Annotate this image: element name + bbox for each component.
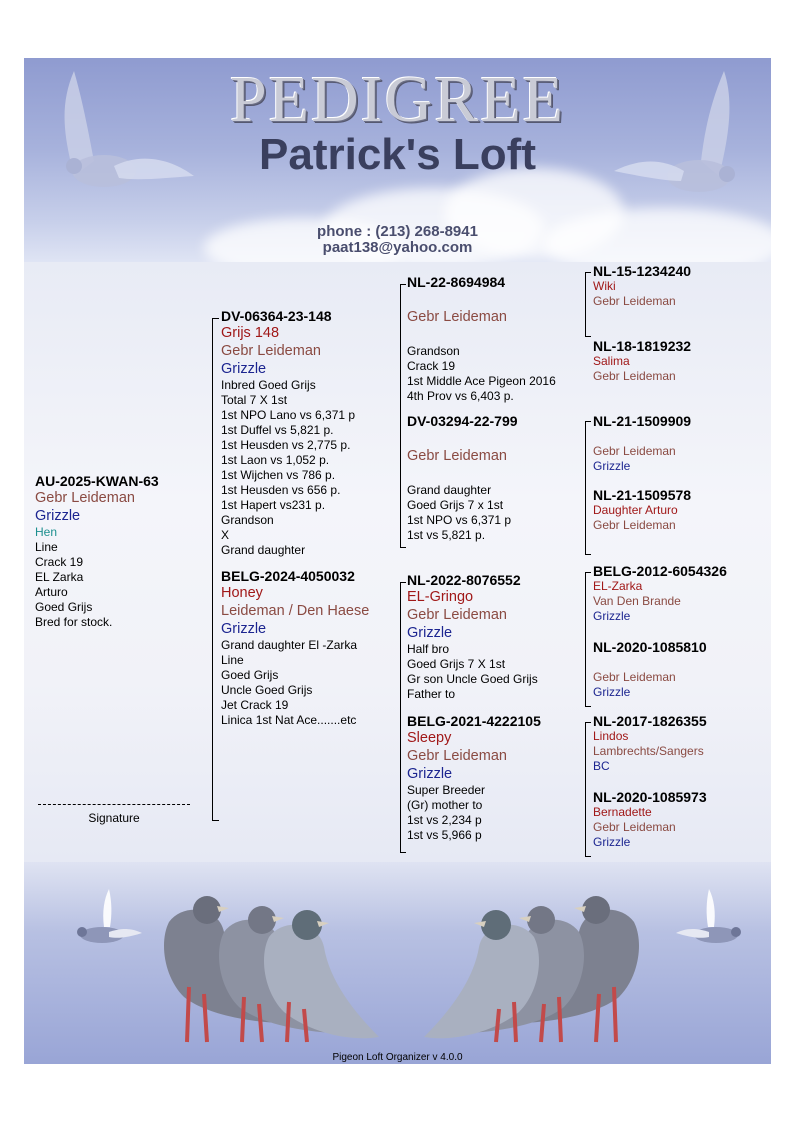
sire-breeder: Gebr Leideman: [221, 343, 321, 359]
connector-line: [400, 547, 406, 548]
connector-line: [585, 722, 586, 856]
dam-sire-note: Half bro: [407, 642, 450, 656]
dam-dam-note: (Gr) mother to: [407, 798, 483, 812]
sire-dam-note: 1st vs 5,821 p.: [407, 528, 486, 542]
subject-note: Line: [35, 540, 58, 554]
subject-note: Arturo: [35, 585, 68, 599]
sire-dam-breeder: Gebr Leideman: [407, 448, 507, 464]
sire-sire-breeder: Gebr Leideman: [407, 309, 507, 325]
connector-line: [585, 722, 591, 723]
ancestor-ring: NL-21-1509909: [593, 413, 692, 429]
header-banner: [24, 58, 771, 262]
dam-ring: BELG-2024-4050032: [221, 568, 355, 584]
ancestor-breeder: Gebr Leideman: [593, 369, 676, 383]
ancestor-name: Wiki: [593, 279, 616, 293]
sire-note: 1st NPO Lano vs 6,371 p: [221, 408, 356, 422]
ancestor-ring: NL-2017-1826355: [593, 713, 707, 729]
email-address: paat138@yahoo.com: [322, 239, 473, 256]
dam-note: Uncle Goed Grijs: [221, 683, 313, 697]
ancestor-breeder: Van Den Brande: [593, 594, 681, 608]
sire-note: Grandson: [221, 513, 274, 527]
sire-note: 1st Wijchen vs 786 p.: [221, 468, 336, 482]
sire-note: X: [221, 528, 230, 542]
software-version: Pigeon Loft Organizer v 4.0.0: [332, 1052, 463, 1063]
ancestor-block: [593, 640, 707, 700]
sire-dam-ring: DV-03294-22-799: [407, 413, 518, 429]
dam-dam-note: Super Breeder: [407, 783, 486, 797]
dam-sire-ring: NL-2022-8076552: [407, 572, 521, 588]
subject-note: Crack 19: [35, 555, 84, 569]
ancestor-breeder: Gebr Leideman: [593, 518, 676, 532]
connector-line: [585, 421, 591, 422]
sire-note: Grand daughter: [221, 543, 306, 557]
connector-line: [585, 554, 591, 555]
dam-note: Jet Crack 19: [221, 698, 289, 712]
ancestor-breeder: Gebr Leideman: [593, 294, 676, 308]
ancestor-breeder: Lambrechts/Sangers: [593, 744, 704, 758]
sire-note: Total 7 X 1st: [221, 393, 288, 407]
sire-color: Grizzle: [221, 361, 267, 377]
dam-block: [221, 569, 369, 728]
dam-sire-block: [407, 573, 538, 702]
standing-pigeon-icon: [424, 882, 674, 1062]
dam-sire-note: Gr son Uncle Goed Grijs: [407, 672, 538, 686]
ancestor-ring: NL-2020-1085973: [593, 789, 707, 805]
dam-dam-ring: BELG-2021-4222105: [407, 713, 541, 729]
ancestor-name: Salima: [593, 354, 630, 368]
ancestor-block: [593, 339, 691, 384]
dam-dam-color: Grizzle: [407, 766, 453, 782]
dam-color: Grizzle: [221, 621, 267, 637]
sire-name: Grijs 148: [221, 325, 280, 341]
ancestor-ring: NL-18-1819232: [593, 338, 692, 354]
sire-note: Inbred Goed Grijs: [221, 378, 316, 392]
dam-dam-breeder: Gebr Leideman: [407, 748, 507, 764]
connector-line: [585, 706, 591, 707]
sire-sire-block: [407, 275, 556, 404]
subject-color: Grizzle: [35, 508, 81, 524]
connector-line: [585, 336, 591, 337]
dam-dam-note: 1st vs 5,966 p: [407, 828, 482, 842]
ancestor-color: Grizzle: [593, 685, 631, 699]
dam-name: Honey: [221, 585, 263, 601]
loft-name: Patrick's Loft: [259, 130, 536, 179]
ancestor-color: Grizzle: [593, 609, 631, 623]
sire-ring: DV-06364-23-148: [221, 308, 332, 324]
dam-sire-color: Grizzle: [407, 625, 453, 641]
dam-sire-breeder: Gebr Leideman: [407, 607, 507, 623]
sire-dam-note: 1st NPO vs 6,371 p: [407, 513, 512, 527]
dam-sire-name: EL-Gringo: [407, 589, 474, 605]
ancestor-block: [593, 488, 691, 533]
sire-note: 1st Hapert vs231 p.: [221, 498, 326, 512]
connector-line: [585, 856, 591, 857]
signature-line: [38, 804, 190, 805]
ancestor-name: Lindos: [593, 729, 629, 743]
ancestor-breeder: Gebr Leideman: [593, 670, 676, 684]
ancestor-color: Grizzle: [593, 835, 631, 849]
sire-dam-note: Grand daughter: [407, 483, 492, 497]
connector-line: [212, 318, 219, 319]
connector-line: [400, 284, 401, 547]
connector-line: [212, 318, 213, 820]
subject-ring: AU-2025-KWAN-63: [35, 473, 159, 489]
dam-sire-note: Father to: [407, 687, 456, 701]
dam-dam-name: Sleepy: [407, 730, 452, 746]
ancestor-block: [593, 564, 727, 624]
signature-label: Signature: [88, 811, 140, 825]
standing-pigeon-icon: [129, 882, 379, 1062]
sire-dam-note: Goed Grijs 7 x 1st: [407, 498, 504, 512]
connector-line: [400, 284, 406, 285]
ancestor-breeder: Gebr Leideman: [593, 444, 676, 458]
connector-line: [400, 582, 406, 583]
ancestor-name: Bernadette: [593, 805, 652, 819]
subject-note: Goed Grijs: [35, 600, 93, 614]
ancestor-block: [593, 714, 707, 774]
ancestor-ring: NL-2020-1085810: [593, 639, 707, 655]
dam-breeder: Leideman / Den Haese: [221, 603, 370, 619]
sire-block: [221, 309, 355, 558]
ancestor-color: Grizzle: [593, 459, 631, 473]
dam-note: Linica 1st Nat Ace.......etc: [221, 713, 357, 727]
ancestor-block: [593, 264, 691, 309]
subject-block: [35, 474, 159, 630]
pedigree-title: PEDIGREE: [230, 63, 565, 136]
ancestor-color: BC: [593, 759, 610, 773]
ancestor-ring: BELG-2012-6054326: [593, 563, 727, 579]
dam-note: Line: [221, 653, 244, 667]
connector-line: [585, 272, 591, 273]
dam-note: Goed Grijs: [221, 668, 279, 682]
sire-dam-block: [407, 414, 518, 543]
subject-note: Bred for stock.: [35, 615, 113, 629]
sire-note: 1st Heusden vs 656 p.: [221, 483, 341, 497]
ancestor-name: Daughter Arturo: [593, 503, 678, 517]
ancestor-block: [593, 414, 691, 474]
dam-dam-note: 1st vs 2,234 p: [407, 813, 482, 827]
ancestor-ring: NL-15-1234240: [593, 263, 692, 279]
ancestor-breeder: Gebr Leideman: [593, 820, 676, 834]
subject-note: EL Zarka: [35, 570, 84, 584]
subject-breeder: Gebr Leideman: [35, 490, 135, 506]
ancestor-ring: NL-21-1509578: [593, 487, 692, 503]
sire-sire-note: 1st Middle Ace Pigeon 2016: [407, 374, 556, 388]
sire-note: 1st Laon vs 1,052 p.: [221, 453, 330, 467]
connector-line: [400, 582, 401, 852]
flying-pigeon-icon: [674, 887, 754, 957]
connector-line: [585, 572, 591, 573]
connector-line: [585, 572, 586, 706]
sire-sire-ring: NL-22-8694984: [407, 274, 506, 290]
sire-sire-note: 4th Prov vs 6,403 p.: [407, 389, 514, 403]
ancestor-name: EL-Zarka: [593, 579, 643, 593]
sire-note: 1st Duffel vs 5,821 p.: [221, 423, 334, 437]
sire-sire-note: Crack 19: [407, 359, 456, 373]
connector-line: [400, 852, 406, 853]
connector-line: [585, 272, 586, 336]
connector-line: [585, 421, 586, 554]
dam-sire-note: Goed Grijs 7 X 1st: [407, 657, 506, 671]
footer-banner: [24, 862, 771, 1064]
dam-dam-block: [407, 714, 541, 843]
dam-note: Grand daughter El -Zarka: [221, 638, 358, 652]
ancestor-block: [593, 790, 707, 850]
sire-note: 1st Heusden vs 2,775 p.: [221, 438, 351, 452]
sire-sire-note: Grandson: [407, 344, 460, 358]
subject-sex: Hen: [35, 525, 58, 539]
connector-line: [212, 820, 219, 821]
phone-number: phone : (213) 268-8941: [317, 223, 478, 240]
